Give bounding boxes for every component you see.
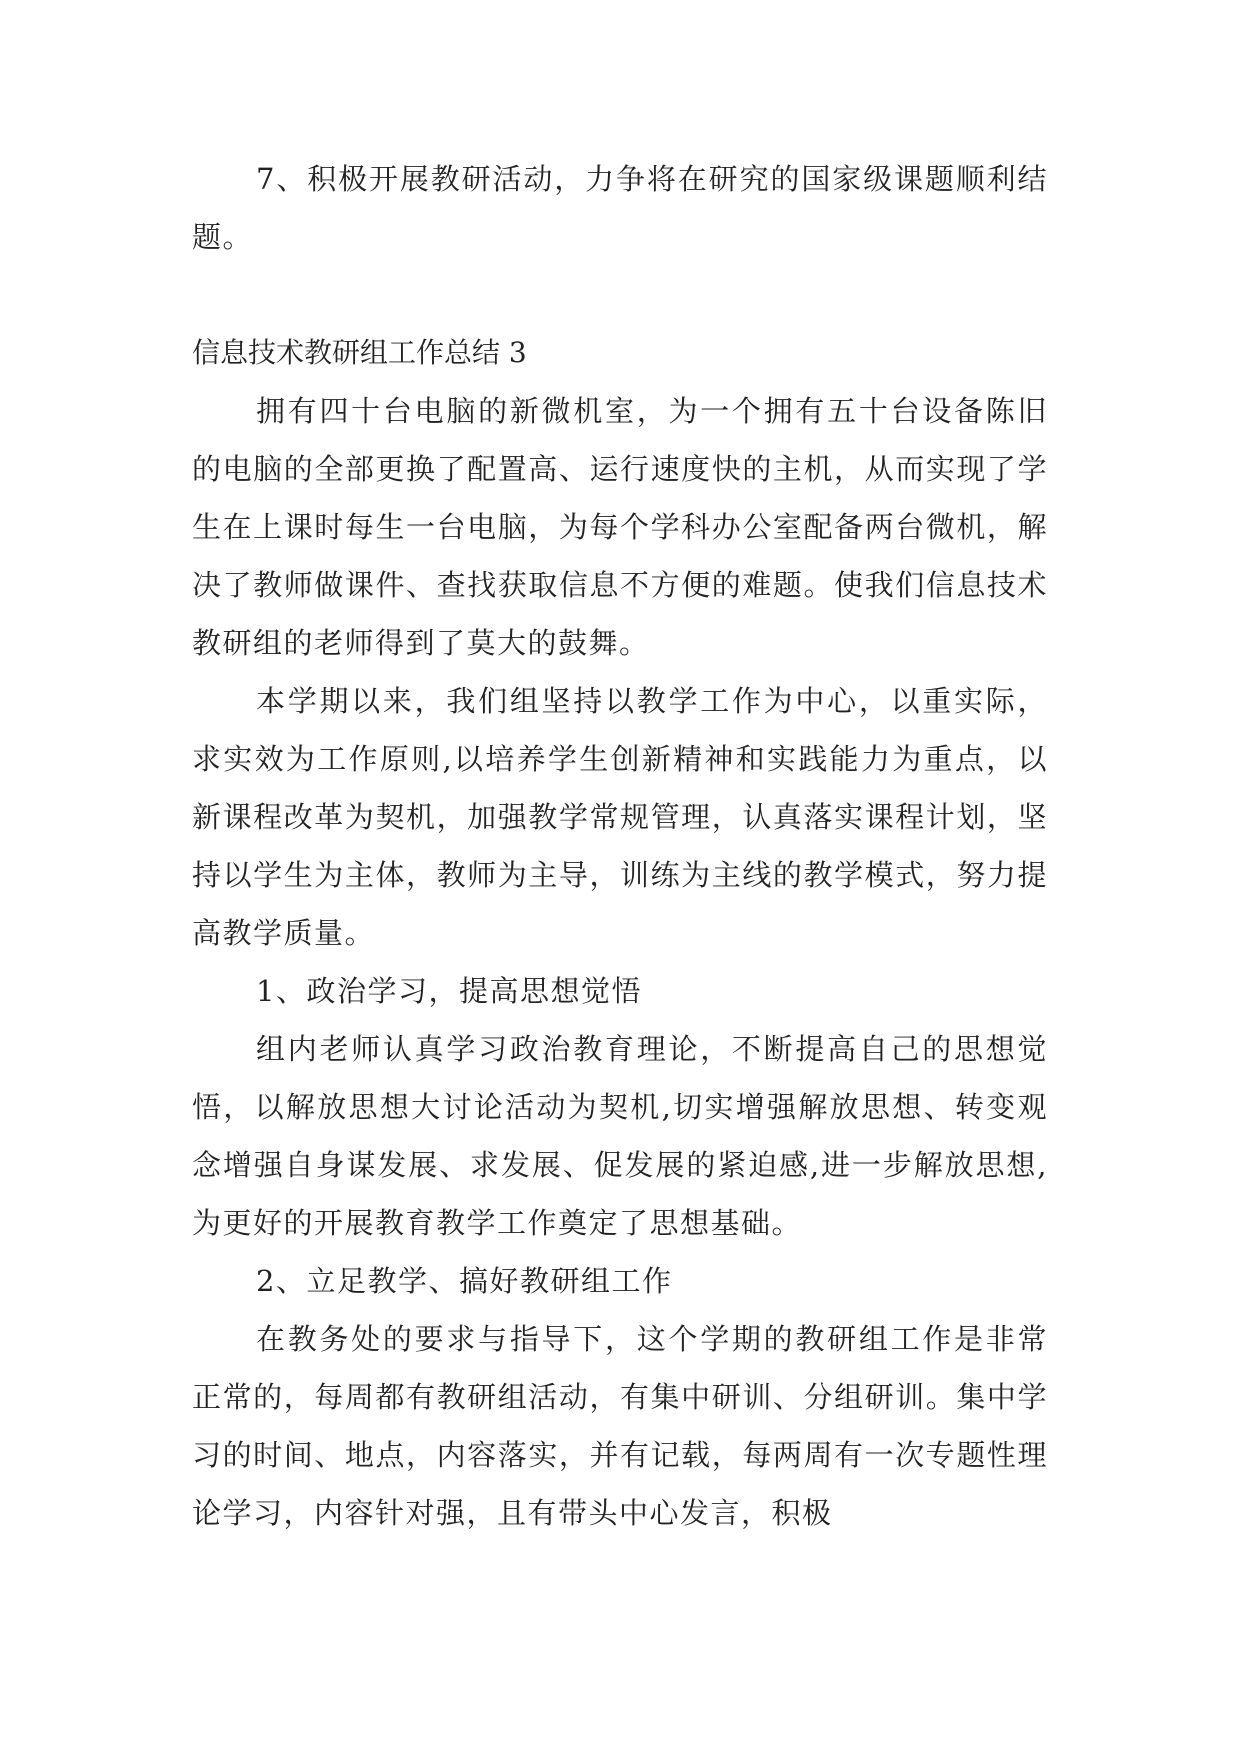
- paragraph-political-study: 组内老师认真学习政治教育理论，不断提高自己的思想觉悟，以解放思想大讨论活动为契机,切实增强解放思想、转变观念增强自身谋发展、求发展、促发展的紧迫感,进一步解放思想,为更好的开展教育教学工作奠定了思想基础。: [192, 1032, 1048, 1240]
- paragraph-equipment: 拥有四十台电脑的新微机室，为一个拥有五十台设备陈旧的电脑的全部更换了配置高、运行速度快的主机，从而实现了学生在上课时每生一台电脑，为每个学科办公室配备两台微机，解决了教师做课件、查找获取信息不方便的难题。使我们信息技术教研组的老师得到了莫大的鼓舞。: [192, 394, 1048, 660]
- subheading-political-study: 1、政治学习，提高思想觉悟: [256, 974, 642, 1008]
- paragraph-semester-summary: 本学期以来，我们组坚持以教学工作为中心，以重实际，求实效为工作原则,以培养学生创新精神和实践能力为重点，以新课程改革为契机，加强教学常规管理，认真落实课程计划，坚持以学生为主体，教师为主导，训练为主线的教学模式，努力提高教学质量。: [192, 684, 1048, 950]
- document-body: [192, 150, 1048, 1542]
- subheading-teaching-research: 2、立足教学、搞好教研组工作: [256, 1264, 673, 1298]
- paragraph-teaching-research: 在教务处的要求与指导下，这个学期的教研组工作是非常正常的，每周都有教研组活动，有集中研训、分组研训。集中学习的时间、地点，内容落实，并有记载，每两周有一次专题性理论学习，内容针对强，且有带头中心发言，积极: [192, 1322, 1048, 1530]
- paragraph-item-7: 7、积极开展教研活动，力争将在研究的国家级课题顺利结题。: [192, 162, 1048, 254]
- section-heading: 信息技术教研组工作总结 3: [192, 336, 527, 369]
